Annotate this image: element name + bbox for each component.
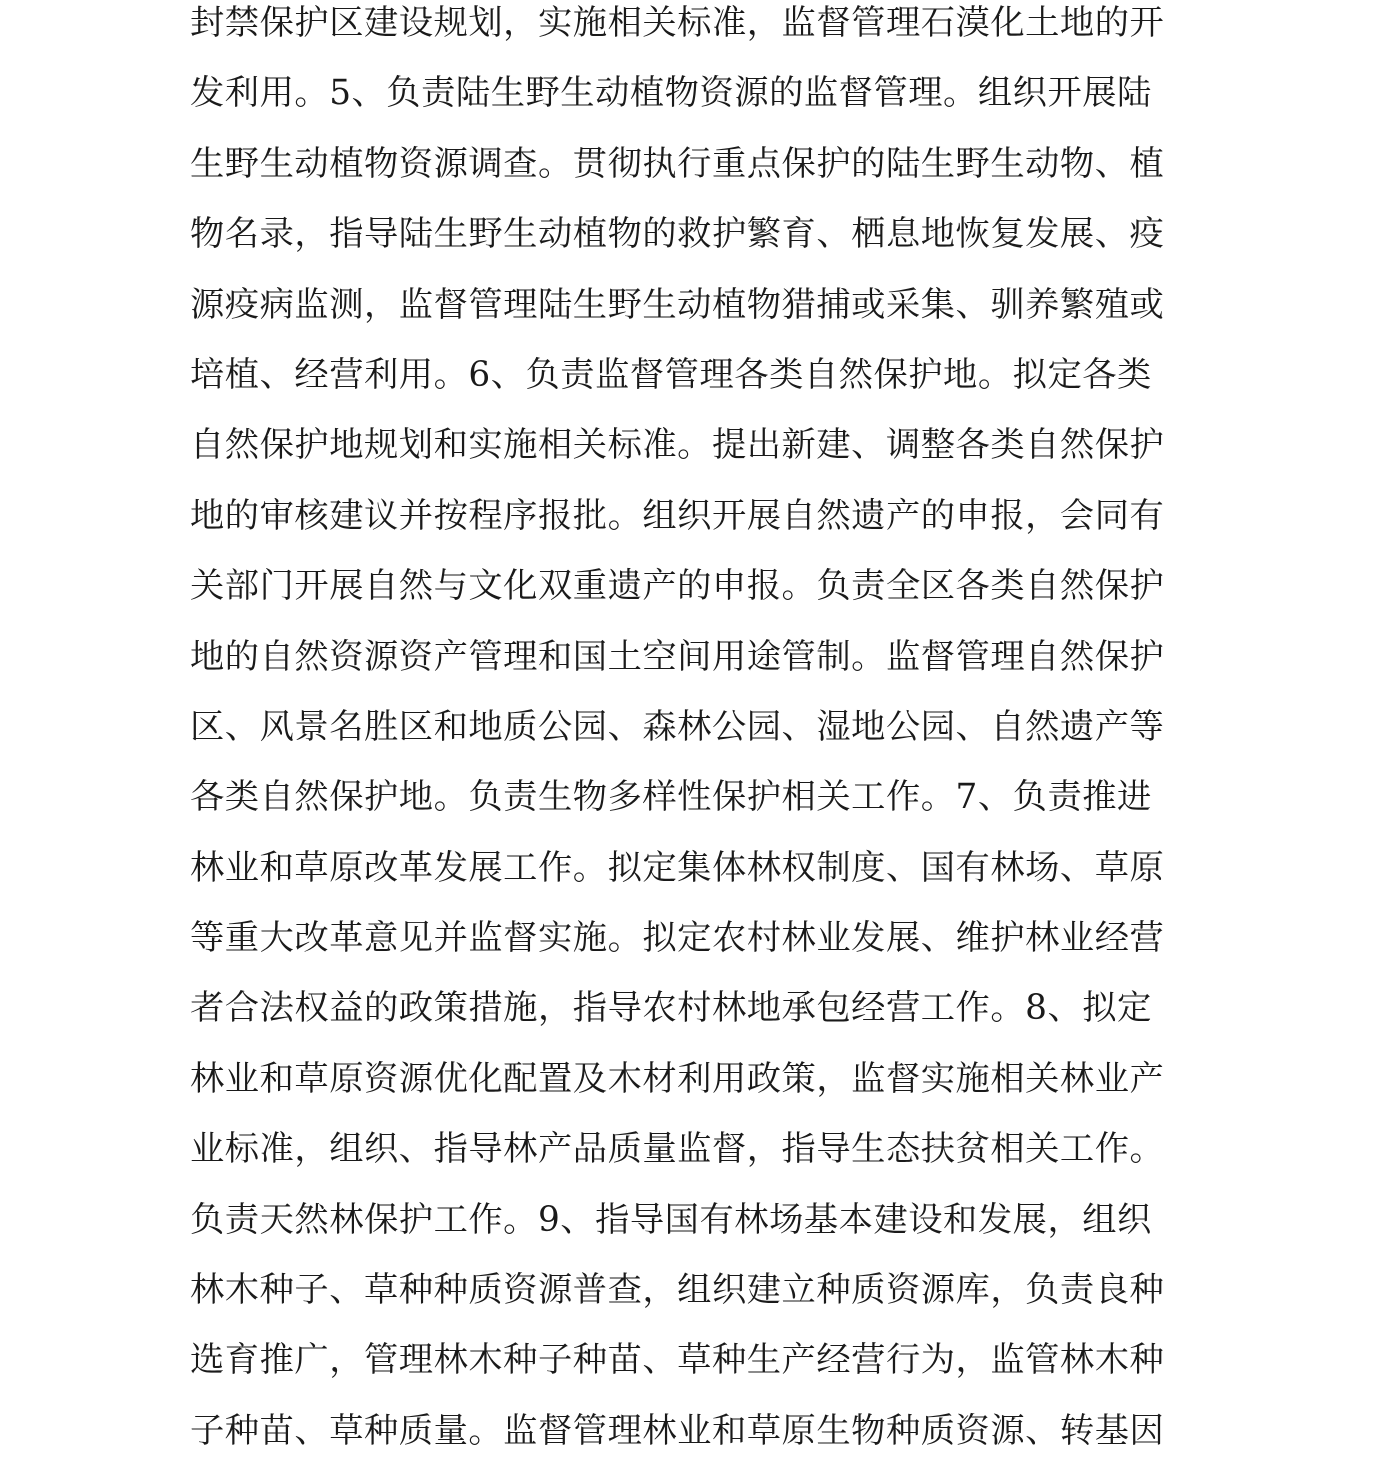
text-line: 者合法权益的政策措施，指导农村林地承包经营工作。8、拟定 bbox=[190, 988, 1152, 1029]
text-line: 物名录，指导陆生野生动植物的救护繁育、栖息地恢复发展、疫 bbox=[190, 214, 1165, 255]
text-line: 源疫病监测，监督管理陆生野生动植物猎捕或采集、驯养繁殖或 bbox=[190, 284, 1165, 325]
text-line: 区、风景名胜区和地质公园、森林公园、湿地公园、自然遗产等 bbox=[190, 706, 1165, 747]
text-line: 林业和草原资源优化配置及木材利用政策，监督实施相关林业产 bbox=[190, 1058, 1165, 1099]
text-line: 林业和草原改革发展工作。拟定集体林权制度、国有林场、草原 bbox=[190, 847, 1165, 888]
text-line: 发利用。5、负责陆生野生动植物资源的监督管理。组织开展陆 bbox=[190, 73, 1152, 114]
text-line: 负责天然林保护工作。9、指导国有林场基本建设和发展，组织 bbox=[190, 1199, 1152, 1240]
text-line: 封禁保护区建设规划，实施相关标准，监督管理石漠化土地的开 bbox=[190, 3, 1165, 43]
text-line: 地的审核建议并按程序报批。组织开展自然遗产的申报，会同有 bbox=[190, 495, 1165, 536]
text-line: 等重大改革意见并监督实施。拟定农村林业发展、维护林业经营 bbox=[190, 918, 1165, 959]
body-text bbox=[190, 0, 1224, 1466]
text-line: 林木种子、草种种质资源普查，组织建立种质资源库，负责良种 bbox=[190, 1270, 1165, 1311]
text-line: 业标准，组织、指导林产品质量监督，指导生态扶贫相关工作。 bbox=[190, 1129, 1165, 1170]
text-line: 生野生动植物资源调查。贯彻执行重点保护的陆生野生动物、植 bbox=[190, 143, 1165, 184]
text-line: 各类自然保护地。负责生物多样性保护相关工作。7、负责推进 bbox=[190, 777, 1152, 818]
text-line: 选育推广，管理林木种子种苗、草种生产经营行为，监管林木种 bbox=[190, 1340, 1165, 1381]
text-line: 地的自然资源资产管理和国土空间用途管制。监督管理自然保护 bbox=[190, 636, 1165, 677]
text-line: 培植、经营利用。6、负责监督管理各类自然保护地。拟定各类 bbox=[190, 354, 1152, 395]
text-line: 自然保护地规划和实施相关标准。提出新建、调整各类自然保护 bbox=[190, 425, 1165, 466]
text-line: 子种苗、草种质量。监督管理林业和草原生物种质资源、转基因 bbox=[190, 1410, 1165, 1451]
text-line: 关部门开展自然与文化双重遗产的申报。负责全区各类自然保护 bbox=[190, 566, 1165, 607]
